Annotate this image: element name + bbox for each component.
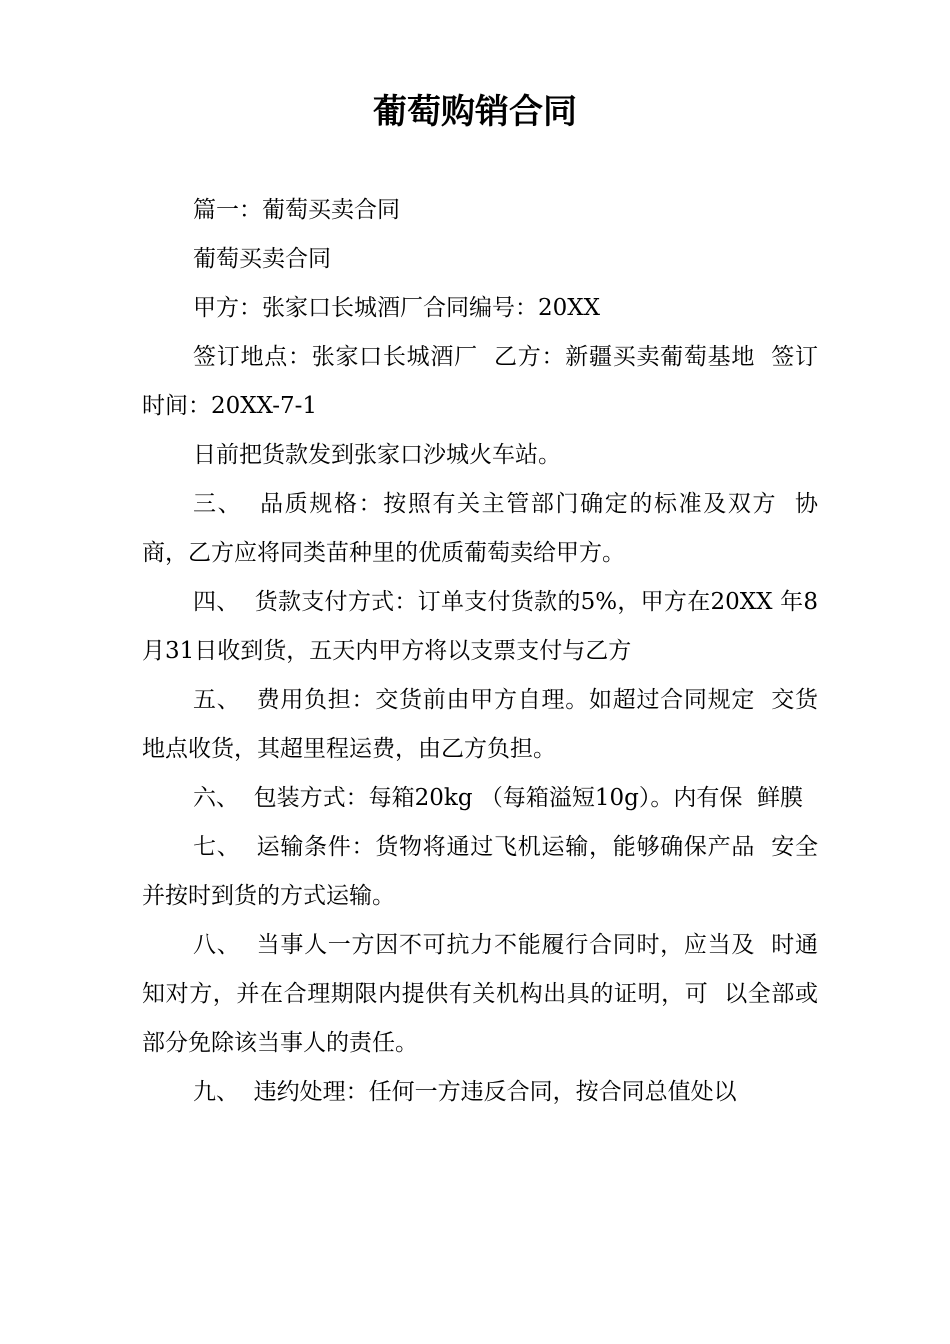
paragraph-clause-four: 四、 货款支付方式：订单支付货款的5%，甲方在20XX 年8月31日收到货，五天内甲方将以支票支付与乙方: [142, 589, 818, 664]
paragraph-clause-five: 五、 费用负担：交货前由甲方自理。如超过合同规定 交货地点收货，其超里程运费，由乙方负担。: [142, 687, 818, 762]
paragraph-clause-three: 三、 品质规格：按照有关主管部门确定的标准及双方 协商，乙方应将同类苗种里的优质葡萄卖给甲方。: [142, 491, 818, 566]
paragraph-clause-six: 六、 包装方式：每箱20kg （每箱溢短10g）。内有保 鲜膜: [193, 785, 803, 811]
paragraph-signing-info: 签订地点：张家口长城酒厂 乙方：新疆买卖葡萄基地 签订时间：20XX-7-1: [142, 344, 818, 419]
paragraph-clause-nine: 九、 违约处理：任何一方违反合同，按合同总值处以: [193, 1079, 737, 1105]
paragraph-clause-seven: 七、 运输条件：货物将通过飞机运输，能够确保产品 安全并按时到货的方式运输。: [142, 834, 818, 909]
document-body: [142, 186, 818, 1117]
paragraph-party-a: 甲方：张家口长城酒厂合同编号：20XX: [193, 295, 601, 321]
document-title: 葡萄购销合同: [373, 92, 577, 132]
paragraph-clause-eight: 八、 当事人一方因不可抗力不能履行合同时，应当及 时通知对方，并在合理期限内提供有关机构出具的证明，可 以全部或部分免除该当事人的责任。: [142, 932, 818, 1056]
paragraph-contract-name: 葡萄买卖合同: [193, 246, 331, 272]
paragraph-payment-destination: 日前把货款发到张家口沙城火车站。: [193, 442, 561, 468]
paragraph-section-one: 篇一：葡萄买卖合同: [193, 197, 400, 223]
